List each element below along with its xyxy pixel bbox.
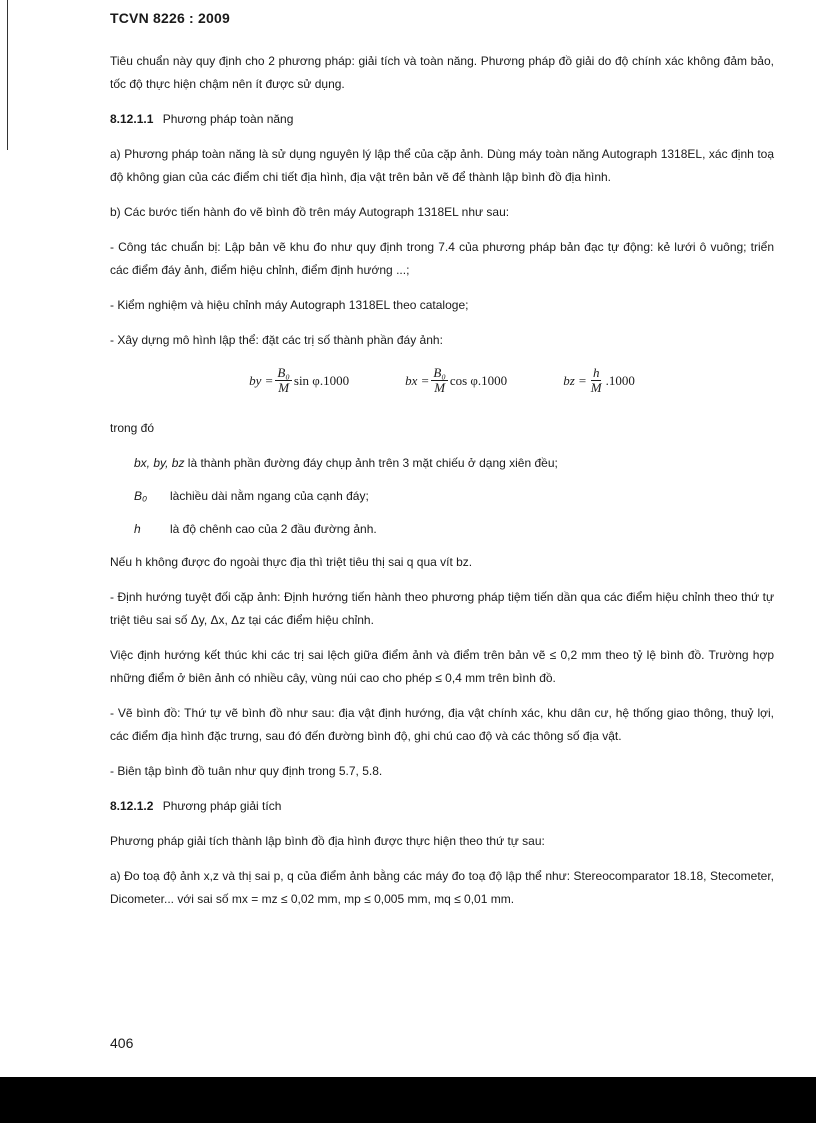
formula-by-lhs: by = — [249, 373, 274, 388]
scan-bottom-band — [0, 1077, 816, 1123]
orientation-tolerance: Việc định hướng kết thúc khi các trị sai lệch giữa điểm ảnh và điểm trên bản vẽ ≤ 0,2 mm theo tỷ lệ bình đồ. Trường hợp những điểm ở biên ảnh có nhiều cây, vùng núi cao cho phép ≤ 0,4 mm trên bình đồ. — [110, 648, 774, 685]
step-drawing: - Vẽ bình đồ: Thứ tự vẽ bình đồ như sau: địa vật định hướng, địa vật chính xác, khu dân cư, hệ thống giao thông, thuỷ lợi, các điểm địa hình đặc trưng, sau đó đến đường bình độ, ghi chú cao độ và các thông số địa vật. — [110, 706, 774, 743]
definition-b0 — [134, 485, 774, 508]
definition-text: là độ chênh cao của 2 đầu đường ảnh. — [170, 522, 377, 536]
formula-bx-fraction — [431, 366, 447, 395]
section-number: 8.12.1.2 — [110, 799, 154, 813]
formula-bz-fraction — [589, 366, 604, 395]
step-orientation: - Định hướng tuyệt đối cặp ảnh: Định hướng tiến hành theo phương pháp tiệm tiến dần qua các điểm hiệu chỉnh theo thứ tự triệt tiêu sai số Δy, Δx, Δz tại các điểm hiệu chỉnh. — [110, 590, 774, 627]
formula-bz-denominator: M — [590, 380, 602, 395]
definition-symbol: bx, by, bz — [134, 456, 185, 470]
formula-by-numerator: B₀ — [277, 365, 290, 380]
where-label: trong đó — [110, 421, 155, 435]
formula-bz-numerator: h — [592, 365, 600, 380]
section-heading-8-12-1-2 — [110, 795, 774, 818]
formula-row — [110, 366, 774, 395]
analytic-step-a: a) Đo toạ độ ảnh x,z và thị sai p, q của điểm ảnh bằng các máy đo toạ độ lập thể như: Stereocomparator 18.18, Stecometer, Dicometer... với sai số mx = mz ≤ 0,02 mm, mp ≤ 0,005 mm, mq ≤ 0,01 mm. — [110, 869, 774, 906]
formula-bz-lhs: bz = — [563, 373, 587, 388]
page-number: 406 — [110, 1035, 134, 1051]
definition-symbol: B₀ — [134, 489, 148, 503]
definition-text: làchiều dài nằm ngang của cạnh đáy; — [170, 489, 369, 503]
step-calibration: - Kiểm nghiệm và hiệu chỉnh máy Autograph 1318EL theo cataloge; — [110, 298, 469, 312]
step-editing: - Biên tập bình đồ tuân như quy định trong 5.7, 5.8. — [110, 764, 383, 778]
section-title: Phương pháp giải tích — [162, 799, 282, 813]
intro-paragraph: Tiêu chuẩn này quy định cho 2 phương pháp: giải tích và toàn năng. Phương pháp đồ giải do độ chính xác không đảm bảo, tốc độ thực hiện chậm nên ít được sử dụng. — [110, 54, 774, 91]
formula-by-denominator: M — [278, 380, 290, 395]
formula-bx-lhs: bx = — [405, 373, 430, 388]
formula-bx — [405, 366, 507, 395]
section-title: Phương pháp toàn năng — [162, 112, 294, 126]
scan-edge-line — [7, 0, 8, 150]
formula-bx-numerator: B₀ — [433, 365, 446, 380]
definition-bx-by-bz — [134, 452, 774, 475]
formula-by-rhs: sin φ.1000 — [293, 373, 350, 388]
step-model: - Xây dựng mô hình lập thể: đặt các trị số thành phần đáy ảnh: — [110, 333, 443, 347]
formula-bz — [563, 366, 635, 395]
formula-by-fraction — [275, 366, 291, 395]
page-content — [110, 50, 774, 923]
formula-bx-denominator: M — [434, 380, 446, 395]
formula-bx-rhs: cos φ.1000 — [449, 373, 508, 388]
paragraph-a-universal: a) Phương pháp toàn năng là sử dụng nguyên lý lập thể của cặp ảnh. Dùng máy toàn năng Autograph 1318EL, xác định toạ độ không gian của các điểm chi tiết địa hình, địa vật trên bản vẽ để thành lập bình đồ địa hình. — [110, 147, 774, 184]
formula-bz-rhs: .1000 — [605, 373, 635, 388]
step-preparation: - Công tác chuẩn bị: Lập bản vẽ khu đo như quy định trong 7.4 của phương pháp bản đạc tự động: kẻ lưới ô vuông; triển các điểm đáy ảnh, điểm hiệu chỉnh, điểm định hướng ...; — [110, 240, 774, 277]
definition-h — [134, 518, 774, 541]
analytic-intro: Phương pháp giải tích thành lập bình đồ địa hình được thực hiện theo thứ tự sau: — [110, 834, 545, 848]
formula-by — [249, 366, 349, 395]
note-h-measure: Nếu h không được đo ngoài thực địa thì triệt tiêu thị sai q qua vít bz. — [110, 555, 473, 569]
section-number: 8.12.1.1 — [110, 112, 154, 126]
definition-symbol: h — [134, 522, 141, 536]
definition-text: là thành phần đường đáy chụp ảnh trên 3 mặt chiếu ở dạng xiên đều; — [184, 456, 558, 470]
paragraph-b-steps: b) Các bước tiến hành đo vẽ bình đồ trên máy Autograph 1318EL như sau: — [110, 205, 510, 219]
document-header: TCVN 8226 : 2009 — [110, 10, 230, 26]
section-heading-8-12-1-1 — [110, 108, 774, 131]
